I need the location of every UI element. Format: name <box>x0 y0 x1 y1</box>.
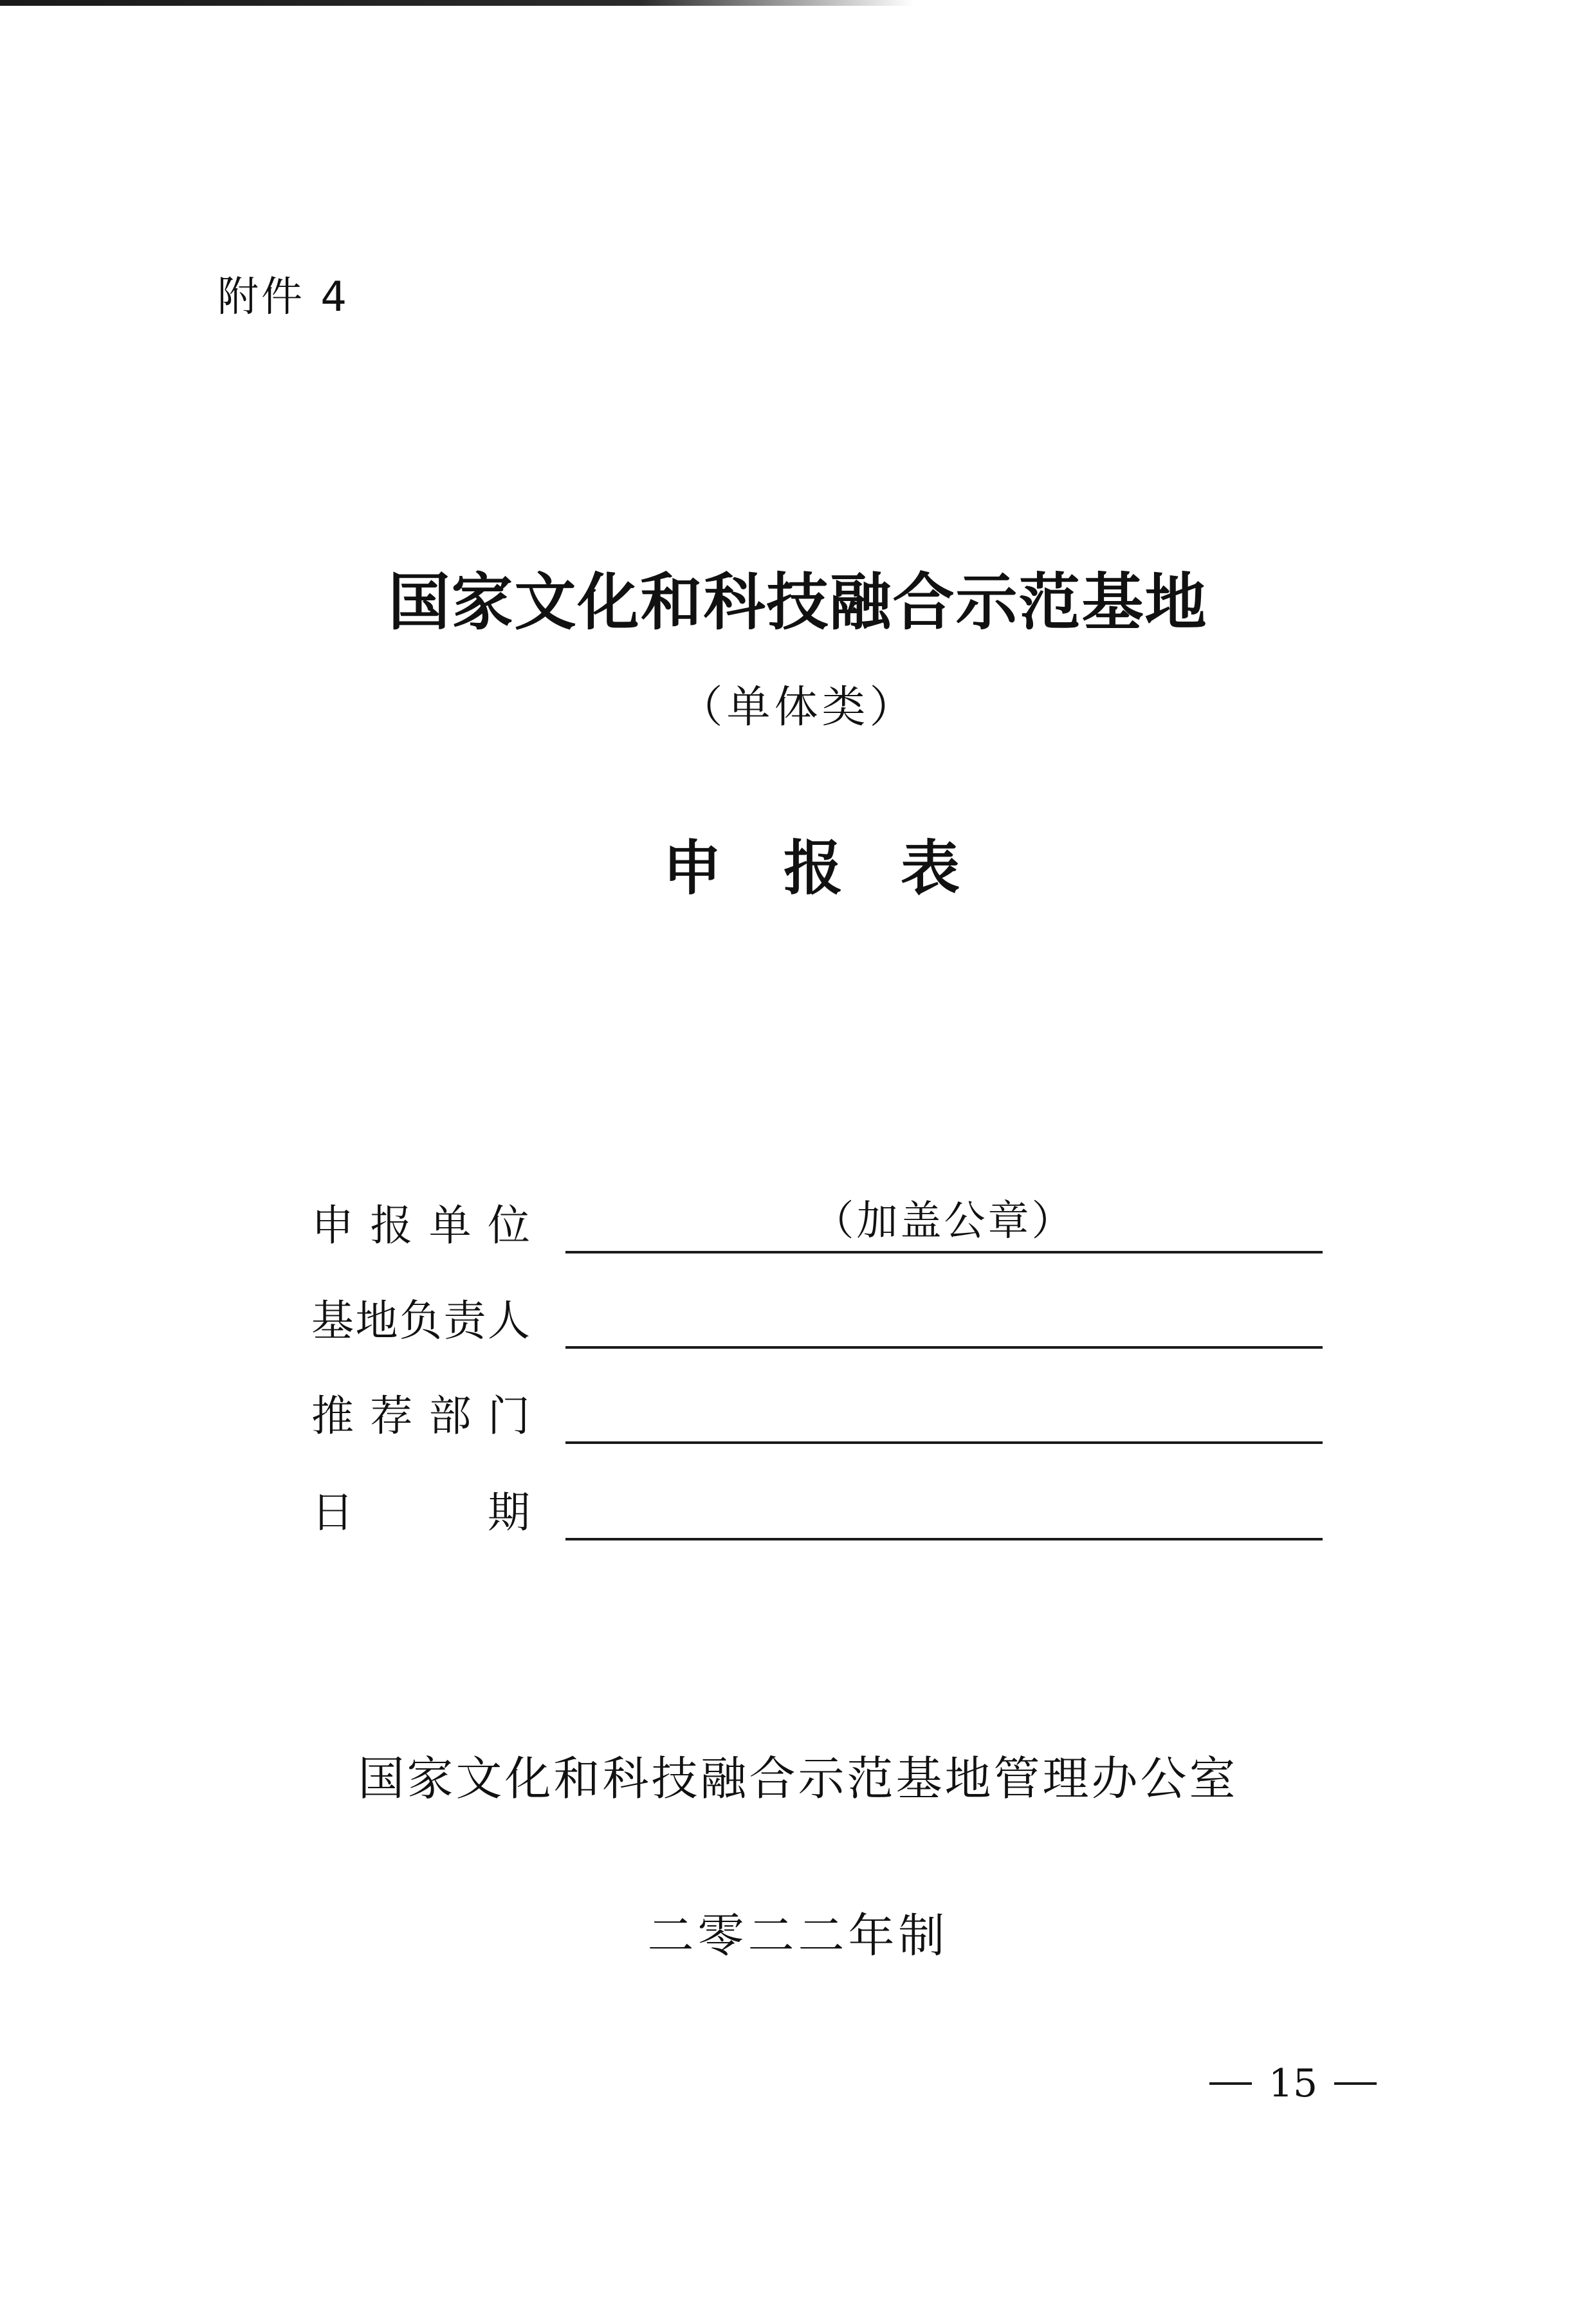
field-label: 推 荐 部 门 <box>311 1391 530 1441</box>
form-title-char: 申 <box>663 834 722 903</box>
field-label: 申 报 单 位 <box>311 1201 530 1250</box>
document-title: 国家文化和科技融合示范基地 <box>388 566 1208 638</box>
page-dash-left <box>1209 2082 1252 2085</box>
page-number <box>1209 2061 1377 2106</box>
fill-line <box>565 1441 1323 1444</box>
fill-line <box>565 1251 1323 1253</box>
field-date <box>311 1470 1323 1540</box>
seal-note: （加盖公章） <box>812 1198 1076 1245</box>
field-label: 日 期 <box>311 1488 530 1537</box>
field-applicant-unit <box>311 1183 1323 1253</box>
field-recommending-department <box>311 1373 1323 1444</box>
issue-year: 二零二二年制 <box>647 1909 949 1963</box>
document-subtitle: （单体类） <box>679 682 917 733</box>
scan-edge-rule <box>0 0 913 6</box>
page-dash-right <box>1334 2082 1377 2085</box>
form-title-char: 表 <box>901 834 960 903</box>
issuing-office: 国家文化和科技融合示范基地管理办公室 <box>358 1752 1238 1806</box>
attachment-label: 附件 4 <box>217 273 350 321</box>
form-title-char: 报 <box>784 834 843 903</box>
field-base-manager <box>311 1278 1323 1349</box>
page-number-value: 15 <box>1268 2061 1318 2106</box>
field-label: 基 地 负 责 人 <box>311 1296 530 1346</box>
fill-line <box>565 1346 1323 1349</box>
fill-line <box>565 1538 1323 1540</box>
